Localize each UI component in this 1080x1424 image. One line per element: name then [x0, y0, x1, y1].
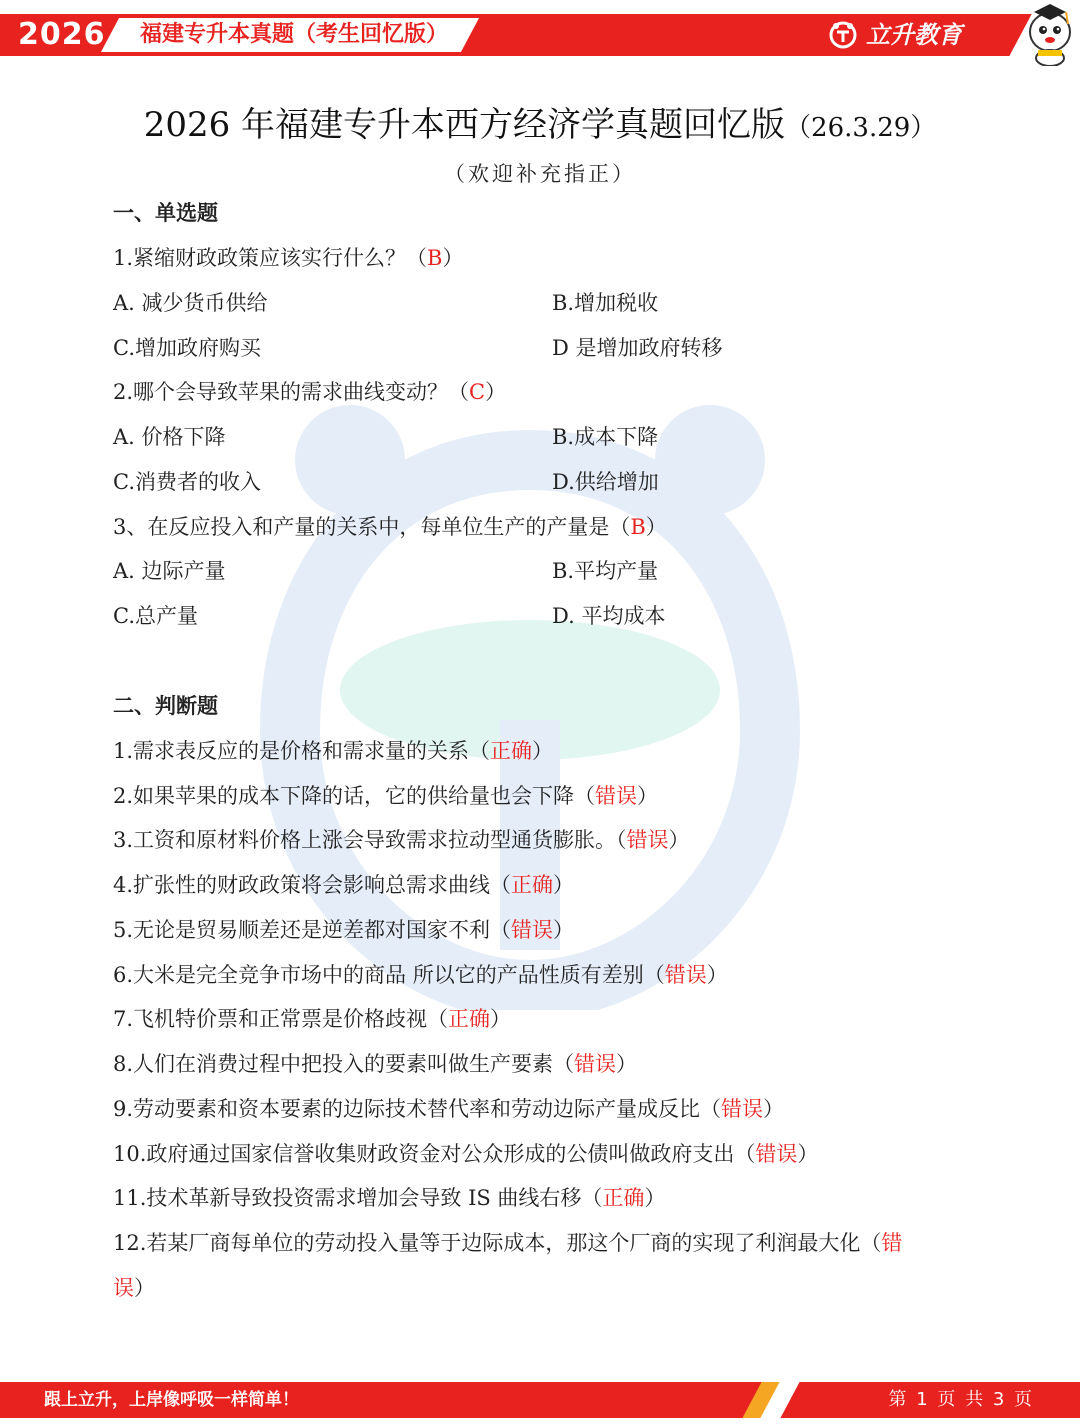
judge-text: 8.人们在消费过程中把投入的要素叫做生产要素（: [113, 1052, 575, 1076]
document-title-date: （26.3.29）: [785, 113, 937, 143]
judge-item: [113, 1049, 637, 1079]
option-c: C.消费者的收入: [113, 470, 261, 494]
option-a: A. 边际产量: [113, 559, 226, 583]
option-b: B.成本下降: [552, 425, 659, 449]
judge-item: [113, 1228, 902, 1258]
option-c: C.增加政府购买: [113, 336, 261, 360]
question-close: ）: [645, 515, 667, 539]
judge-text: 5.无论是贸易顺差还是逆差都对国家不利（: [113, 918, 512, 942]
option-a: A. 减少货币供给: [113, 291, 268, 315]
question-answer: B: [630, 515, 646, 539]
judge-text: 7.飞机特价票和正常票是价格歧视（: [113, 1007, 449, 1031]
judge-answer: 错: [881, 1231, 903, 1255]
question-answer: C: [469, 380, 486, 404]
judge-close: ）: [763, 1097, 785, 1121]
document-title: [0, 100, 1080, 153]
judge-answer: 正确: [602, 1186, 645, 1210]
judge-close: ）: [616, 1052, 638, 1076]
judge-answer: 正确: [511, 873, 554, 897]
judge-answer: 错误: [721, 1097, 764, 1121]
header-subtitle: 福建专升本真题（考生回忆版）: [140, 22, 449, 47]
question-answer: B: [427, 246, 443, 270]
question-text: 3、在反应投入和产量的关系中，每单位生产的产量是（: [113, 515, 631, 539]
header-year: 2026: [18, 17, 106, 52]
document-subtitle: （欢迎补充指正）: [444, 162, 636, 186]
judge-text: 2.如果苹果的成本下降的话，它的供给量也会下降（: [113, 784, 596, 808]
judge-text: 12.若某厂商每单位的劳动投入量等于边际成本，那这个厂商的实现了利润最大化（: [113, 1231, 882, 1255]
option-d: D.供给增加: [552, 470, 659, 494]
brand-logo: [828, 14, 962, 56]
question-text: 2.哪个会导致苹果的需求曲线变动？（: [113, 380, 470, 404]
question-text: 1.紧缩财政政策应该实行什么？（: [113, 246, 428, 270]
judge-close: ）: [644, 1186, 666, 1210]
judge-close: ）: [637, 784, 659, 808]
section-heading-true-false: 二、判断题: [113, 693, 218, 718]
page-number: 第 1 页 共 3 页: [888, 1389, 1034, 1410]
judge-text: 1.需求表反应的是价格和需求量的关系（: [113, 739, 491, 763]
judge-item: [113, 1183, 665, 1213]
judge-item-continued: [113, 1273, 155, 1303]
option-b: B.平均产量: [552, 559, 659, 583]
judge-close: ）: [668, 828, 690, 852]
brand-name: 立升教育: [866, 21, 962, 49]
judge-close: ）: [553, 873, 575, 897]
section-heading-single-choice: 一、单选题: [113, 200, 218, 225]
judge-answer: 错误: [511, 918, 554, 942]
judge-item: [113, 915, 574, 945]
judge-item: [113, 960, 728, 990]
brand-logo-icon: [828, 20, 858, 50]
judge-answer: 正确: [448, 1007, 491, 1031]
judge-answer: 错误: [664, 963, 707, 987]
judge-close: ）: [706, 963, 728, 987]
judge-answer: 错误: [626, 828, 669, 852]
judge-text: 4.扩张性的财政政策将会影响总需求曲线（: [113, 873, 512, 897]
option-b: B.增加税收: [552, 291, 659, 315]
page-header: [0, 0, 1080, 72]
option-a: A. 价格下降: [113, 425, 226, 449]
option-c: C.总产量: [113, 604, 198, 628]
judge-answer: 误: [113, 1276, 134, 1300]
judge-item: [113, 781, 658, 811]
judge-answer: 正确: [490, 739, 533, 763]
question-close: ）: [485, 380, 507, 404]
judge-close: ）: [797, 1142, 819, 1166]
question-close: ）: [442, 246, 464, 270]
judge-item: [113, 736, 553, 766]
judge-answer: 错误: [755, 1142, 798, 1166]
judge-close: ）: [532, 739, 554, 763]
judge-item: [113, 870, 574, 900]
question-stem: [113, 377, 506, 407]
judge-item: [113, 825, 690, 855]
judge-answer: 错误: [595, 784, 638, 808]
judge-text: 11.技术革新导致投资需求增加会导致 IS 曲线右移（: [113, 1186, 603, 1210]
judge-text: 9.劳动要素和资本要素的边际技术替代率和劳动边际产量成反比（: [113, 1097, 722, 1121]
judge-close: ）: [553, 918, 575, 942]
question-stem: [113, 243, 463, 273]
judge-item: [113, 1094, 784, 1124]
mascot-icon: [1020, 0, 1076, 66]
page-footer: [0, 1382, 1080, 1418]
option-d: D. 平均成本: [552, 604, 666, 628]
judge-text: 10.政府通过国家信誉收集财政资金对公众形成的公债叫做政府支出（: [113, 1142, 756, 1166]
document-title-main: 2026 年福建专升本西方经济学真题回忆版: [143, 105, 786, 145]
judge-text: 3.工资和原材料价格上涨会导致需求拉动型通货膨胀。（: [113, 828, 627, 852]
judge-item: [113, 1139, 818, 1169]
option-d: D 是增加政府转移: [552, 336, 723, 360]
judge-item: [113, 1004, 511, 1034]
judge-close: ）: [490, 1007, 512, 1031]
question-stem: [113, 512, 667, 542]
judge-answer: 错误: [574, 1052, 617, 1076]
judge-close: ）: [134, 1276, 155, 1300]
judge-text: 6.大米是完全竞争市场中的商品 所以它的产品性质有差别（: [113, 963, 665, 987]
footer-slogan: 跟上立升，上岸像呼吸一样简单！: [44, 1390, 299, 1410]
